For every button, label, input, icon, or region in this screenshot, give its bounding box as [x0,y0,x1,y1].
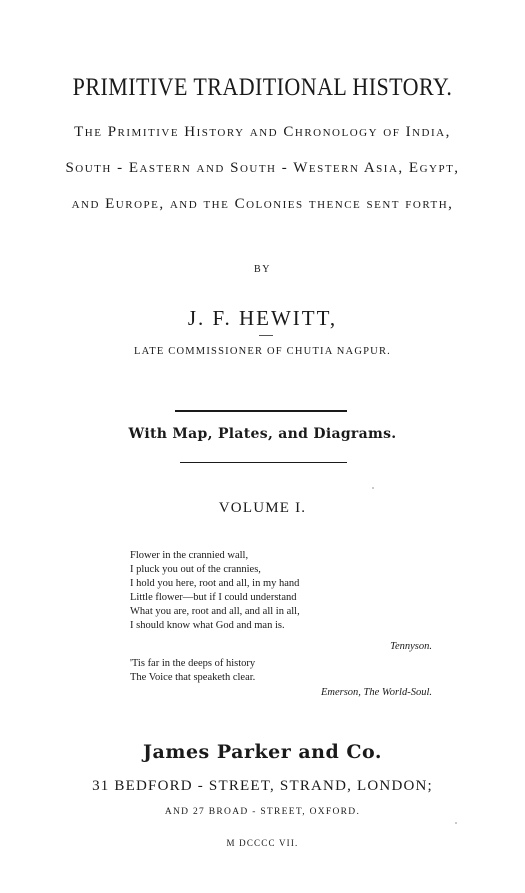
epigraph-emerson [130,657,255,685]
book-title: PRIMITIVE TRADITIONAL HISTORY. [72,74,453,101]
subtitle-line-3: and Europe, and the Colonies thence sent forth, [71,196,454,212]
illustrations-note: With Map, Plates, and Diagrams. [128,426,397,442]
epigraph-line: What you are, root and all, and all in all, [130,606,300,617]
subtitle-line-2: South - Eastern and South - Western Asia, Egypt, [65,160,460,176]
bottom-rule [180,462,347,463]
epigraph-line: I should know what God and man is. [130,620,285,631]
by-label: BY [254,264,271,275]
publication-date: M DCCCC VII. [226,838,299,848]
epigraph-line: I hold you here, root and all, in my hand [130,578,300,589]
publisher-address-oxford: AND 27 BROAD - STREET, OXFORD. [164,807,361,817]
epigraph-attribution-emerson: Emerson, The World-Soul. [320,687,432,698]
volume-label: VOLUME I. [218,500,307,516]
epigraph-line: Little flower—but if I could understand [130,592,297,603]
print-speck [372,487,374,489]
epigraph-line: Flower in the crannied wall, [130,550,249,561]
epigraph-attribution-tennyson: Tennyson. [390,641,432,652]
top-rule [175,410,347,412]
print-speck [259,335,273,336]
epigraph-tennyson [130,549,300,633]
print-speck [455,822,457,824]
author-name: J. F. HEWITT, [187,306,338,330]
publisher-address-london: 31 BEDFORD - STREET, STRAND, LONDON; [92,778,433,794]
author-title: LATE COMMISSIONER OF CHUTIA NAGPUR. [134,346,391,357]
epigraph-line: The Voice that speaketh clear. [130,672,256,683]
epigraph-line: I pluck you out of the crannies, [130,564,261,575]
subtitle-line-1: The Primitive History and Chronology of India, [74,124,451,140]
epigraph-line: 'Tis far in the deeps of history [130,658,256,669]
publisher-name: James Parker and Co. [143,741,382,763]
